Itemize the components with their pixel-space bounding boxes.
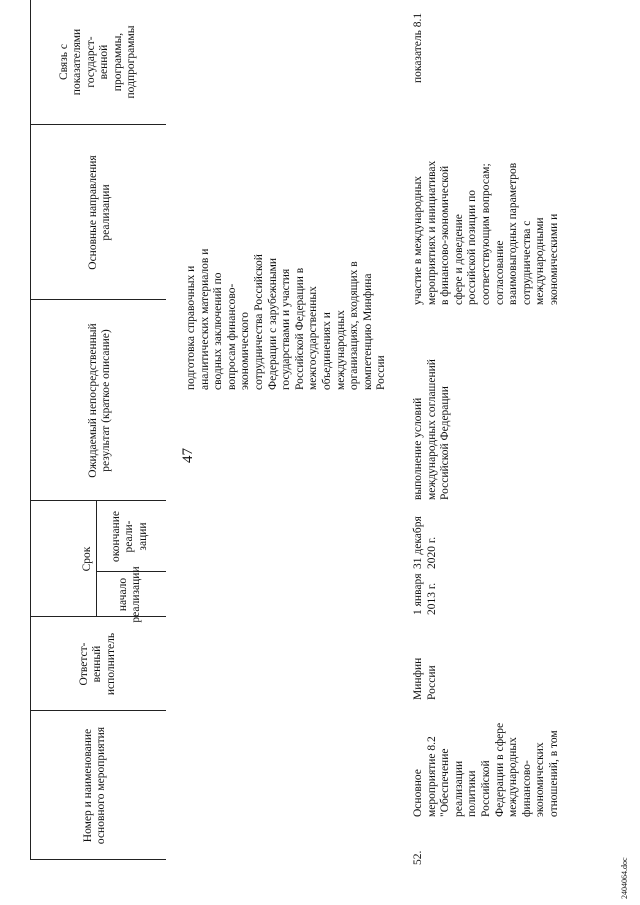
footer-file-code: 2404064.doc bbox=[620, 857, 629, 899]
row-responsible: Минфин России bbox=[412, 657, 438, 700]
row-name: Основное мероприятие 8.2 "Обеспечение реализации политики Российской Федерации в сфере международных финансово- экономических отношений, в том bbox=[412, 722, 560, 817]
continuation-directions-text: подготовка справочных и аналитических материалов и сводных заключений по вопросам финансово- экономического сотрудничества Российской Федерации с зарубежными государствами и участия Российской Федерации в межгосударственных объединениях и международных организациях, входящих в компетенцию Минфина России bbox=[185, 248, 388, 390]
header-directions: Основные направления реализации bbox=[86, 155, 112, 270]
header-start: начало реализации bbox=[116, 566, 142, 623]
page-number: 47 bbox=[180, 448, 196, 463]
header-result: Ожидаемый непосредственный результат (краткое описание) bbox=[86, 323, 112, 478]
row-directions: участие в международных мероприятиях и инициативах в финансово-экономической сфере и доведение российской позиции по соответствующим вопросам; согласование взаимовыгодных параметров сотрудничества с международными экономическими и bbox=[412, 160, 560, 305]
row-start-date: 1 января 2013 г. bbox=[412, 573, 438, 615]
row-end-date: 31 декабря 2020 г. bbox=[412, 516, 438, 569]
row-program-link: показатель 8.1 bbox=[412, 12, 424, 83]
row-expected-result: выполнение условий международных соглашений Российской Федерации bbox=[412, 359, 452, 500]
header-responsible: Ответст- венный исполнитель bbox=[77, 632, 117, 696]
header-end: окончание реали- зации bbox=[109, 511, 149, 562]
row-index: 52. bbox=[412, 850, 424, 865]
header-link: Связь с показателями государст- венной программы, подпрограммы bbox=[57, 25, 137, 99]
header-term: Срок bbox=[81, 546, 94, 572]
header-number-name: Номер и наименование основного мероприятия bbox=[81, 726, 107, 845]
